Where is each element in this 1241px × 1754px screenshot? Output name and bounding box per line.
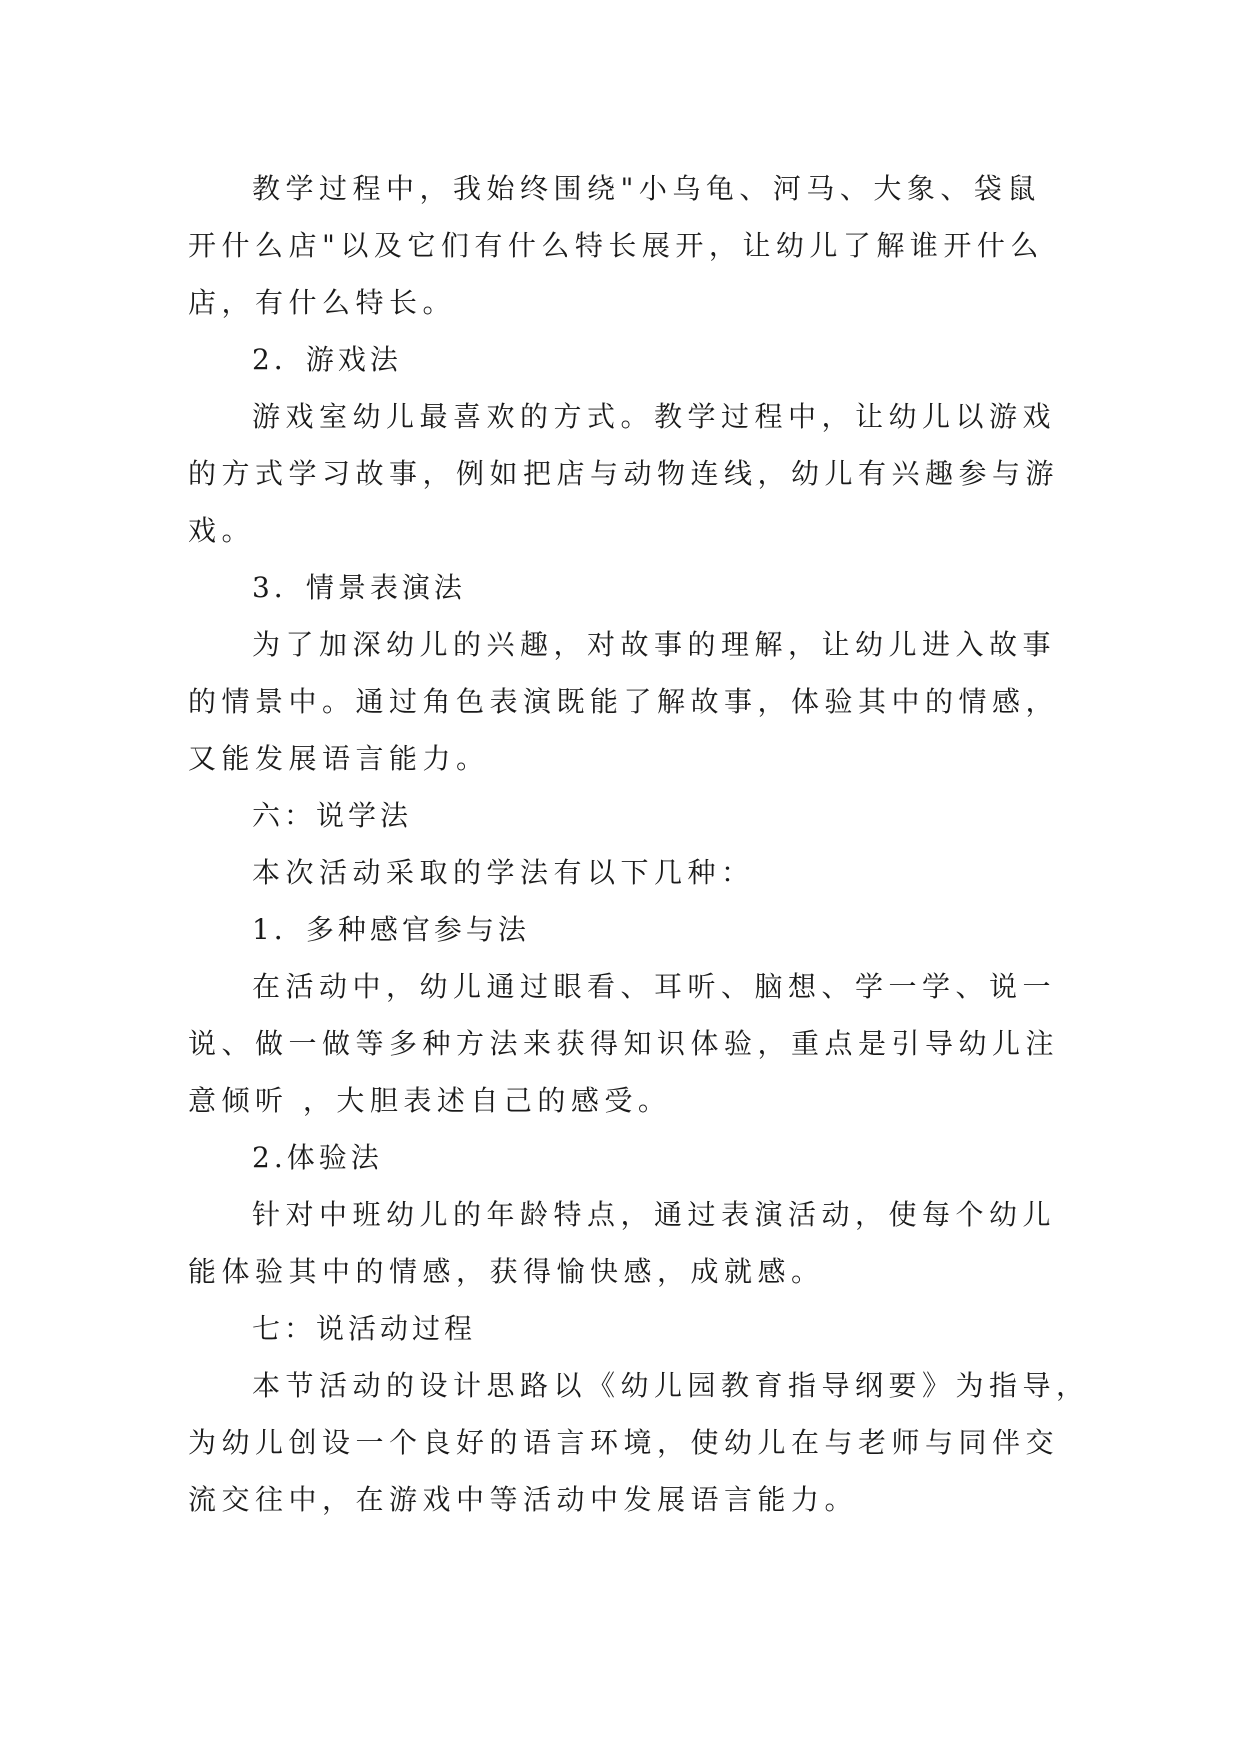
paragraph-line: 流交往中，在游戏中等活动中发展语言能力。 [188,1483,859,1516]
paragraph-line: 本节活动的设计思路以《幼儿园教育指导纲要》为指导， [252,1369,1090,1402]
section-heading: 2．游戏法 [252,343,402,376]
paragraph-line: 戏。 [188,514,256,547]
paragraph-line: 本次活动采取的学法有以下几种： [252,856,755,889]
paragraph-line: 能体验其中的情感，获得愉快感，成就感。 [188,1255,825,1288]
section-heading: 3．情景表演法 [252,571,466,604]
section-heading: 七：说活动过程 [252,1312,477,1345]
paragraph-line: 说、做一做等多种方法来获得知识体验，重点是引导幼儿注 [188,1027,1060,1060]
section-heading: 六：说学法 [252,799,413,832]
paragraph-line: 又能发展语言能力。 [188,742,490,775]
paragraph-line: 意倾听 ，大胆表述自己的感受。 [188,1084,672,1117]
paragraph-line: 店，有什么特长。 [188,286,457,319]
paragraph-line: 开什么店"以及它们有什么特长展开，让幼儿了解谁开什么 [188,229,1044,262]
paragraph-line: 的情景中。通过角色表演既能了解故事，体验其中的情感， [188,685,1060,718]
paragraph-line: 教学过程中，我始终围绕"小乌龟、河马、大象、袋鼠 [252,172,1041,205]
paragraph-line: 在活动中，幼儿通过眼看、耳听、脑想、学一学、说一 [252,970,1057,1003]
document-body [188,160,1090,1528]
section-heading: 2.体验法 [252,1141,383,1174]
section-heading: 1．多种感官参与法 [252,913,530,946]
paragraph-line: 为幼儿创设一个良好的语言环境，使幼儿在与老师与同伴交 [188,1426,1060,1459]
paragraph-line: 为了加深幼儿的兴趣，对故事的理解，让幼儿进入故事 [252,628,1057,661]
paragraph-line: 针对中班幼儿的年龄特点，通过表演活动，使每个幼儿 [252,1198,1057,1231]
paragraph-line: 的方式学习故事，例如把店与动物连线，幼儿有兴趣参与游 [188,457,1060,490]
paragraph-line: 游戏室幼儿最喜欢的方式。教学过程中，让幼儿以游戏 [252,400,1057,433]
